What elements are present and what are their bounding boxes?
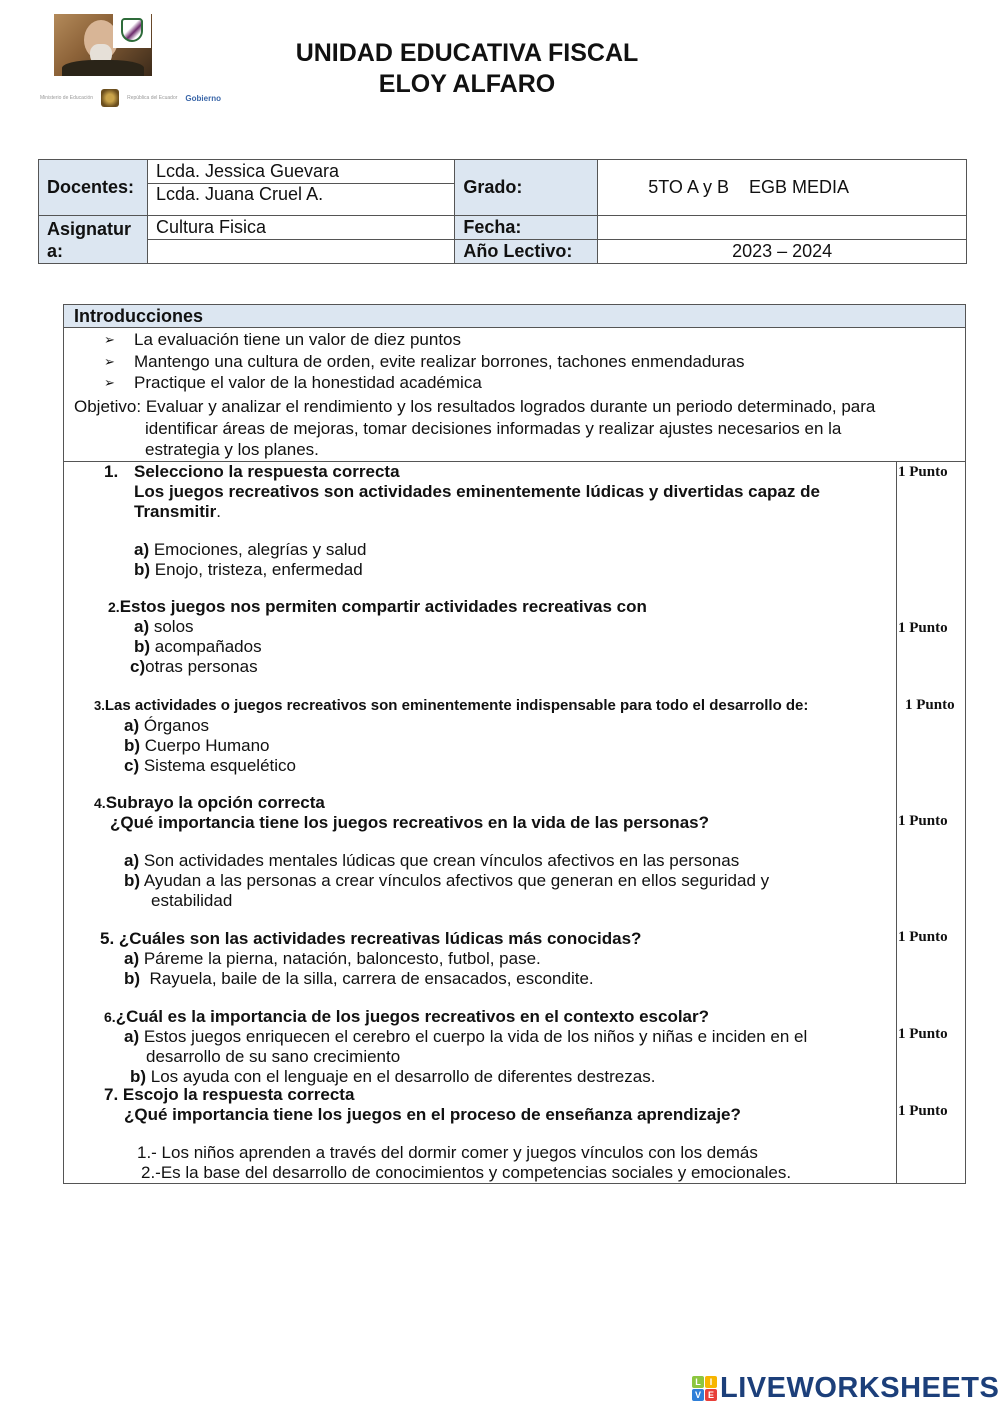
option[interactable]: a) Estos juegos enriquecen el cerebro el cuerpo la vida de los niños y niñas e inciden en el xyxy=(124,1027,808,1046)
option[interactable]: b) Cuerpo Humano xyxy=(124,736,270,755)
school-title-line2: ELOY ALFARO xyxy=(378,70,556,98)
points-label: 1 Punto xyxy=(898,620,948,636)
option[interactable]: a) Órganos xyxy=(124,716,210,735)
government-logos xyxy=(40,86,264,110)
option[interactable]: c) Sistema esquelético xyxy=(124,756,296,775)
option[interactable]: c)otras personas xyxy=(130,657,258,676)
question-5: 5. ¿Cuáles son las actividades recreativas lúdicas más conocidas? a) Páreme la pierna, natación, baloncesto, futbol, pase. b) Rayuela, baile de la silla, carrera de ensacados, escondite. xyxy=(100,929,890,989)
ecuador-crest-icon xyxy=(101,89,119,107)
question-7: 7. Escojo la respuesta correcta ¿Qué importancia tiene los juegos en el proceso de enseñanza aprendizaje? 1.- Los niños aprenden a través del dormir comer y juegos vínculos con los demás 2.-Es la base del desarrollo de conocimientos y competencias sociales y emocionales. xyxy=(104,1085,894,1183)
option[interactable]: b) Ayudan a las personas a crear vínculos afectivos que generan en ellos seguridad y xyxy=(124,871,770,890)
points-label: 1 Punto xyxy=(898,464,948,480)
option[interactable]: a) Son actividades mentales lúdicas que crean vínculos afectivos en las personas xyxy=(124,851,740,870)
intro-heading: Introducciones xyxy=(63,304,966,328)
arrow-bullet-icon: ➢ xyxy=(104,332,115,347)
option[interactable]: a) Páreme la pierna, natación, baloncesto, futbol, pase. xyxy=(124,949,541,968)
anio-lectivo-label: Año Lectivo: xyxy=(455,240,598,264)
points-label: 1 Punto xyxy=(898,929,948,945)
asignatura-value: Cultura Fisica xyxy=(147,216,454,240)
school-title xyxy=(250,38,684,100)
option[interactable]: b) Los ayuda con el lenguaje en el desarrollo de diferentes destrezas. xyxy=(130,1067,656,1086)
option[interactable]: 2.-Es la base del desarrollo de conocimientos y competencias sociales y emocionales. xyxy=(141,1163,792,1182)
ministerio-educacion-logo: Ministerio de Educación xyxy=(40,95,94,101)
asignatura-label: Asignatur a: xyxy=(39,216,148,264)
bullet-item: ➢ Practique el valor de la honestidad académica xyxy=(104,373,482,392)
option[interactable]: b) Rayuela, baile de la silla, carrera de ensacados, escondite. xyxy=(124,969,594,988)
anio-lectivo-value: 2023 – 2024 xyxy=(598,240,967,264)
question-6: 6.¿Cuál es la importancia de los juegos recreativos en el contexto escolar? a) Estos juegos enriquecen el cerebro el cuerpo la vida de los niños y niñas e inciden en el desarrollo de su sano crecimiento b) Los ayuda con el lenguaje en el desarrollo de diferentes destrezas. xyxy=(104,1007,894,1087)
grado-label: Grado: xyxy=(455,160,598,216)
republica-logo: República del Ecuador xyxy=(127,95,178,101)
brand-name: LIVEWORKSHEETS xyxy=(720,1372,1000,1404)
bullet-item: ➢ Mantengo una cultura de orden, evite realizar borrones, tachones enmendaduras xyxy=(104,351,745,371)
points-label: 1 Punto xyxy=(898,1026,948,1042)
fecha-field[interactable] xyxy=(598,216,967,240)
points-label: 1 Punto xyxy=(905,697,955,713)
arrow-bullet-icon: ➢ xyxy=(104,353,115,369)
question-2: 2.Estos juegos nos permiten compartir actividades recreativas con a) solos b) acompañados c)otras personas xyxy=(108,597,888,677)
points-column-divider xyxy=(896,461,897,1184)
objetivo: Objetivo: Evaluar y analizar el rendimiento y los resultados logrados durante un periodo determinado, para identificar áreas de mejoras, tomar decisiones informadas y realizar ajustes necesarios en la estrategia y los planes. xyxy=(74,397,876,459)
info-table xyxy=(38,159,967,264)
intro-bullets xyxy=(104,329,745,394)
option[interactable]: 1.- Los niños aprenden a través del dormir comer y juegos vínculos con los demás xyxy=(137,1143,758,1162)
docente-1: Lcda. Jessica Guevara xyxy=(147,160,454,184)
school-title-line1: UNIDAD EDUCATIVA FISCAL xyxy=(295,39,639,67)
bullet-item: ➢ La evaluación tiene un valor de diez puntos xyxy=(104,330,462,349)
option[interactable]: b) acompañados xyxy=(134,637,262,656)
grado-value: 5TO A y B EGB MEDIA xyxy=(598,160,967,216)
question-1: 1. Selecciono la respuesta correcta Los juegos recreativos son actividades eminentemente lúdicas y divertidas capaz de Transmitir. a) Emociones, alegrías y salud b) Enojo, tristeza, enfermedad xyxy=(104,462,894,580)
fecha-label: Fecha: xyxy=(455,216,598,240)
objetivo-label: Objetivo: xyxy=(74,397,142,416)
option[interactable]: a) solos xyxy=(134,617,194,636)
option[interactable]: a) Emociones, alegrías y salud xyxy=(134,540,367,559)
points-label: 1 Punto xyxy=(898,813,948,829)
liveworksheets-logo xyxy=(692,1372,999,1405)
gobierno-ecuador-logo: Gobierno xyxy=(185,93,221,103)
points-label: 1 Punto xyxy=(898,1103,948,1119)
option[interactable]: b) Enojo, tristeza, enfermedad xyxy=(134,560,363,579)
docente-2: Lcda. Juana Cruel A. xyxy=(147,184,454,216)
question-3: 3.Las actividades o juegos recreativos son eminentemente indispensable para todo el desarrollo de: a) Órganos b) Cuerpo Humano c) Sistema esquelético xyxy=(94,696,894,776)
empty-cell xyxy=(147,240,454,264)
live-tiles-icon: L I V E xyxy=(692,1376,717,1401)
docentes-label: Docentes: xyxy=(39,160,148,216)
question-4: 4.Subrayo la opción correcta ¿Qué importancia tiene los juegos recreativos en la vida de las personas? a) Son actividades mentales lúdicas que crean vínculos afectivos en las personas b) Ayudan a las personas a crear vínculos afectivos que generan en ellos seguridad y estabilidad xyxy=(94,793,894,911)
school-crest-icon xyxy=(113,14,151,48)
arrow-bullet-icon: ➢ xyxy=(104,375,115,390)
